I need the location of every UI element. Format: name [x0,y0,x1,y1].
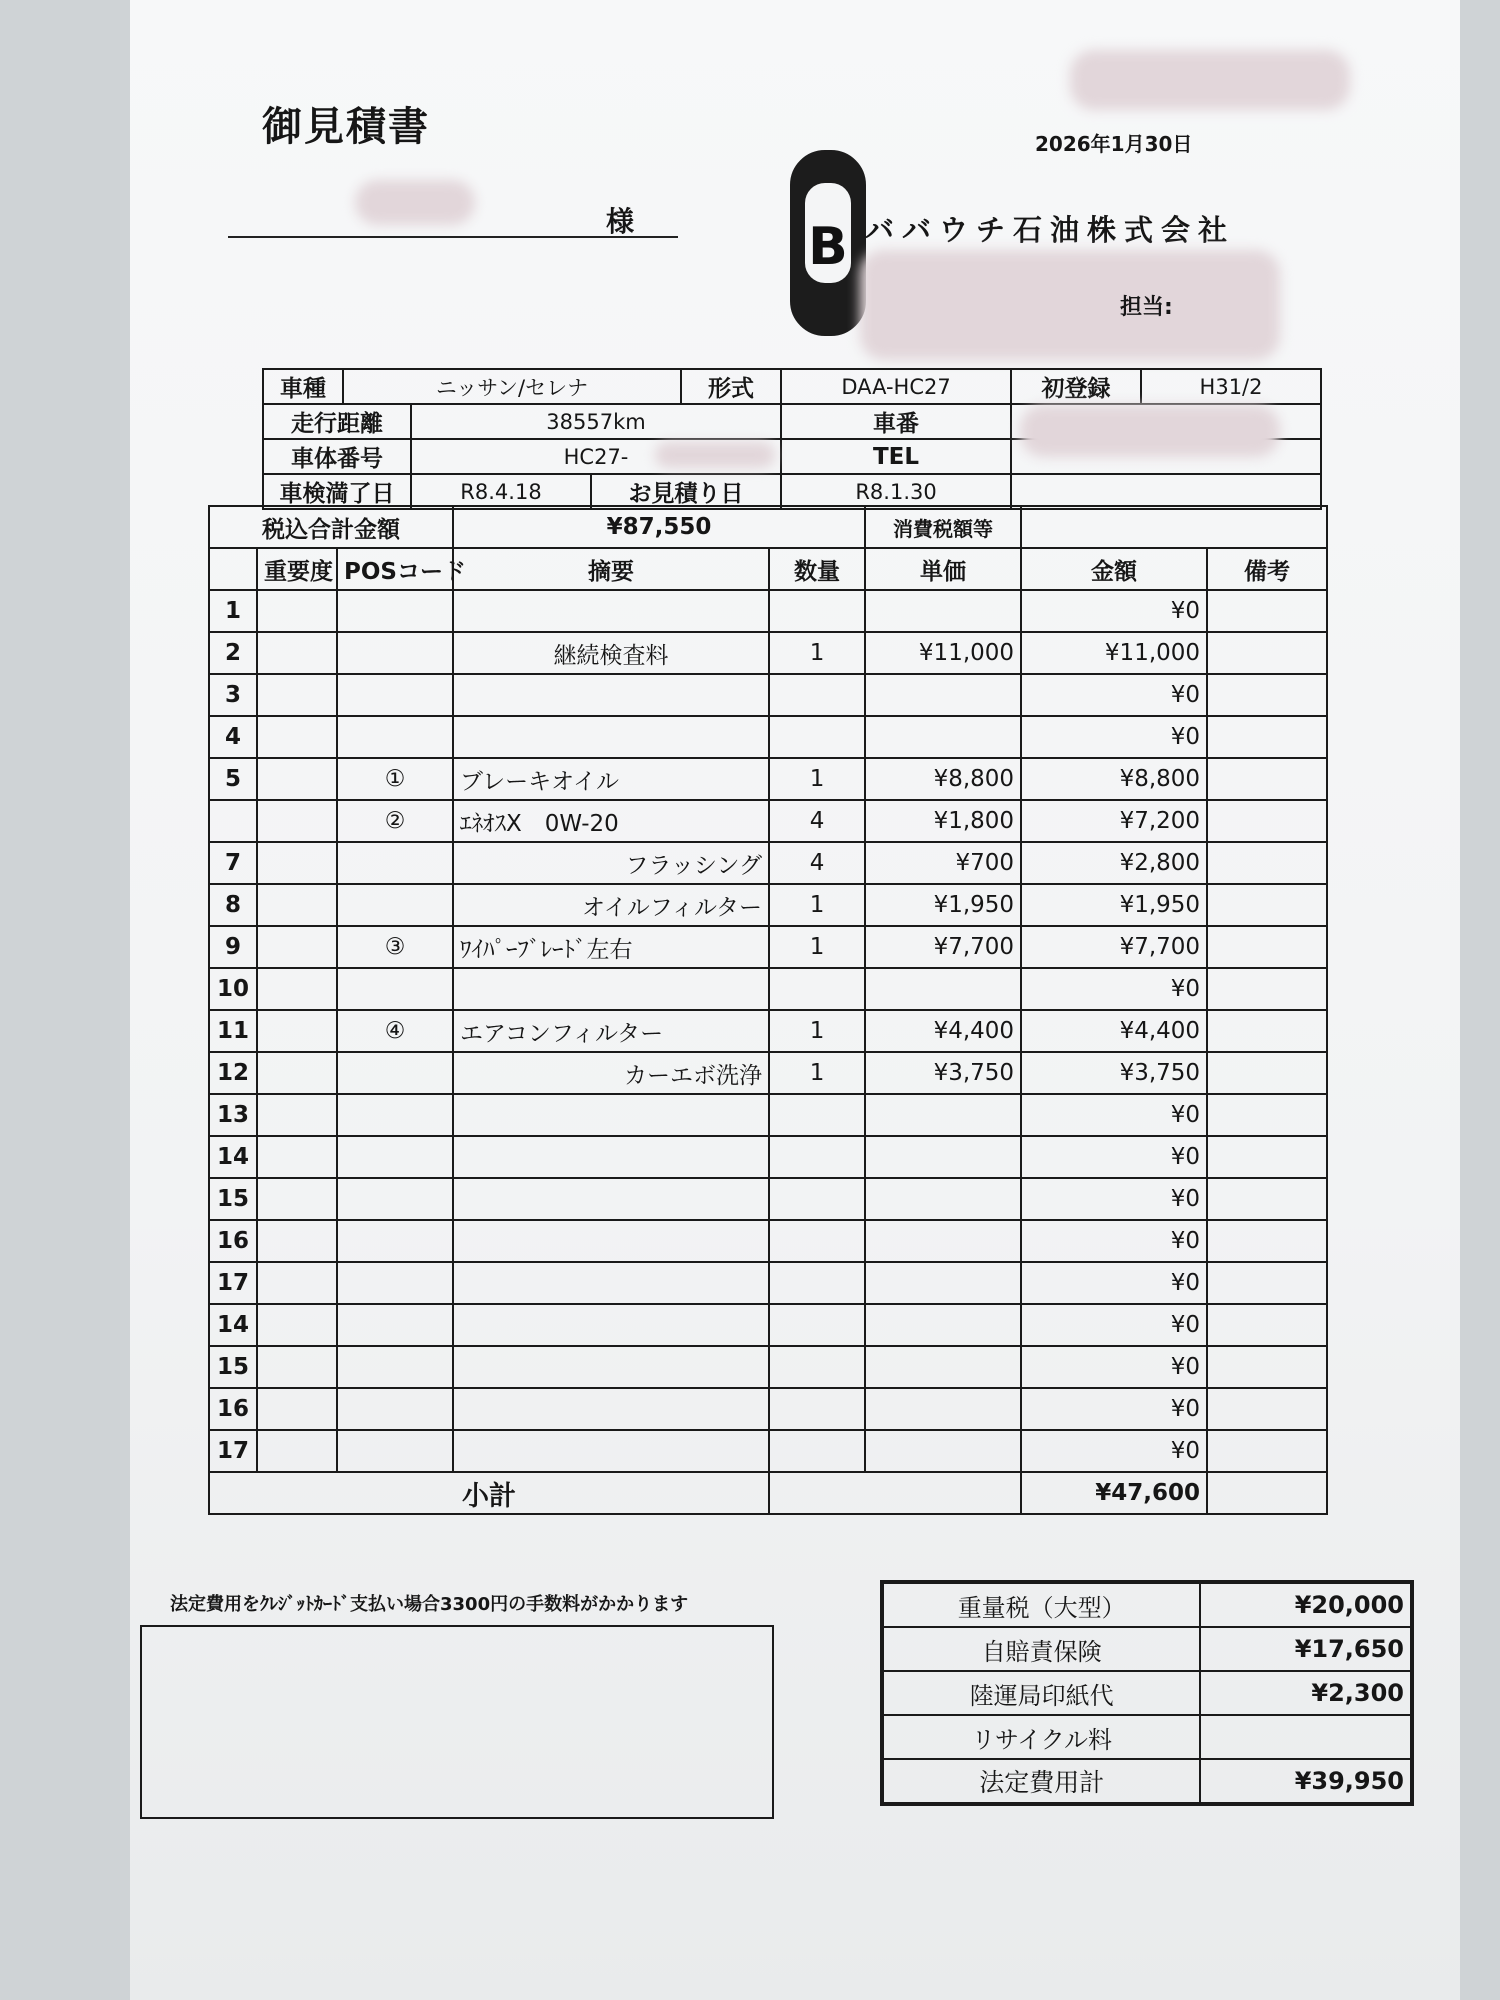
row-importance [257,968,337,1010]
importance-header: 重要度 [257,548,337,590]
row-quantity [769,1262,865,1304]
row-unit-price [865,1430,1021,1472]
row-number: 16 [209,1220,257,1262]
logo-letter: B [808,217,848,277]
tax-amount [1021,506,1327,548]
row-description [453,1346,769,1388]
row-quantity [769,590,865,632]
row-amount: ¥11,000 [1021,632,1207,674]
row-amount: ¥0 [1021,1136,1207,1178]
legal-fee-label: 陸運局印紙代 [882,1671,1200,1715]
row-importance [257,1010,337,1052]
row-number: 9 [209,926,257,968]
row-description [453,1220,769,1262]
row-pos-code [337,842,453,884]
row-pos-code [337,1388,453,1430]
item-row [209,884,1327,926]
company-name: ババウチ石油株式会社 [865,213,1236,247]
row-description [453,1388,769,1430]
row-quantity: 1 [769,758,865,800]
row-amount: ¥0 [1021,968,1207,1010]
row-description [453,590,769,632]
chassis-number: HC27- [411,439,781,474]
item-row [209,758,1327,800]
row-amount: ¥0 [1021,1388,1207,1430]
row-importance [257,1052,337,1094]
row-amount: ¥8,800 [1021,758,1207,800]
row-importance [257,884,337,926]
row-unit-price [865,1388,1021,1430]
row-quantity [769,1220,865,1262]
inspection-expiry: R8.4.18 [411,474,591,509]
row-description [453,1094,769,1136]
row-importance [257,926,337,968]
total-amount: ¥87,550 [453,506,865,548]
staff-label: 担当: [1120,295,1173,320]
row-unit-price [865,1220,1021,1262]
row-quantity: 1 [769,1010,865,1052]
row-number: 14 [209,1136,257,1178]
row-quantity: 4 [769,800,865,842]
item-row [209,1262,1327,1304]
row-amount: ¥7,200 [1021,800,1207,842]
row-pos-code [337,632,453,674]
row-amount: ¥0 [1021,1346,1207,1388]
row-unit-price [865,1094,1021,1136]
row-number: 17 [209,1430,257,1472]
document-title: 御見積書 [262,104,430,150]
estimate-date: R8.1.30 [781,474,1011,509]
row-amount: ¥4,400 [1021,1010,1207,1052]
row-quantity [769,674,865,716]
row-amount: ¥3,750 [1021,1052,1207,1094]
row-number: 12 [209,1052,257,1094]
row-pos-code [337,968,453,1010]
row-description [453,1430,769,1472]
legal-fee-row [882,1671,1412,1715]
quantity-header: 数量 [769,548,865,590]
row-importance [257,1136,337,1178]
row-number: 16 [209,1388,257,1430]
row-number: 15 [209,1346,257,1388]
row-number: 2 [209,632,257,674]
row-amount: ¥0 [1021,590,1207,632]
credit-card-note: 法定費用をｸﾚｼﾞｯﾄｶｰﾄﾞ支払い場合3300円の手数料がかかります [170,1594,689,1615]
row-pos-code [337,1220,453,1262]
row-description: カーエボ洗浄 [453,1052,769,1094]
document-date: 2026年1月30日 [1035,132,1193,156]
plate-number-label: 車番 [781,404,1011,439]
row-amount: ¥0 [1021,716,1207,758]
row-description: フラッシング [453,842,769,884]
row-amount: ¥0 [1021,1178,1207,1220]
row-quantity [769,1430,865,1472]
row-unit-price: ¥7,700 [865,926,1021,968]
legal-fee-label: リサイクル料 [882,1715,1200,1759]
row-unit-price [865,716,1021,758]
row-description [453,1262,769,1304]
row-pos-code [337,716,453,758]
row-importance [257,1094,337,1136]
row-remarks [1207,1052,1327,1094]
row-pos-code: ① [337,758,453,800]
row-amount: ¥1,950 [1021,884,1207,926]
row-pos-code [337,674,453,716]
chassis-number-label: 車体番号 [263,439,411,474]
row-quantity [769,968,865,1010]
customer-honorific: 様 [606,205,635,238]
row-unit-price [865,968,1021,1010]
row-pos-code [337,1304,453,1346]
inspection-expiry-label: 車検満了日 [263,474,411,509]
row-remarks [1207,758,1327,800]
pos-code-header: POSコード [337,548,453,590]
row-pos-code [337,1178,453,1220]
row-number: 3 [209,674,257,716]
row-description: ｴﾈｵｽX 0W-20 [453,800,769,842]
row-unit-price [865,1346,1021,1388]
row-quantity: 1 [769,632,865,674]
row-unit-price [865,1304,1021,1346]
row-unit-price [865,590,1021,632]
estimate-items-table [208,505,1328,1515]
item-row [209,1178,1327,1220]
unit-price-header: 単価 [865,548,1021,590]
row-quantity [769,716,865,758]
row-pos-code: ④ [337,1010,453,1052]
row-importance [257,842,337,884]
row-amount: ¥0 [1021,1262,1207,1304]
row-description: エアコンフィルター [453,1010,769,1052]
legal-fees-table [880,1580,1414,1806]
row-unit-price: ¥700 [865,842,1021,884]
row-description [453,968,769,1010]
row-quantity: 1 [769,1052,865,1094]
row-importance [257,1220,337,1262]
row-description: オイルフィルター [453,884,769,926]
row-quantity [769,1346,865,1388]
row-unit-price [865,1136,1021,1178]
item-row [209,1346,1327,1388]
row-quantity: 4 [769,842,865,884]
row-quantity: 1 [769,884,865,926]
vehicle-model-label: 車種 [263,369,343,404]
row-pos-code [337,1346,453,1388]
row-number: 15 [209,1178,257,1220]
row-pos-code [337,1262,453,1304]
row-amount: ¥0 [1021,1220,1207,1262]
row-number: 4 [209,716,257,758]
row-number: 17 [209,1262,257,1304]
row-unit-price [865,1178,1021,1220]
row-remarks [1207,716,1327,758]
row-number [209,800,257,842]
item-row [209,800,1327,842]
row-quantity [769,1304,865,1346]
legal-fee-amount: ¥20,000 [1200,1582,1412,1627]
tax-label: 消費税額等 [865,506,1021,548]
row-number: 11 [209,1010,257,1052]
row-pos-code [337,1136,453,1178]
row-importance [257,1178,337,1220]
row-pos-code [337,1094,453,1136]
row-pos-code: ② [337,800,453,842]
row-importance [257,1346,337,1388]
row-description: ブレーキオイル [453,758,769,800]
item-row [209,590,1327,632]
row-importance [257,674,337,716]
first-registration-label: 初登録 [1011,369,1141,404]
row-amount: ¥0 [1021,1304,1207,1346]
row-remarks [1207,1010,1327,1052]
legal-fee-amount: ¥2,300 [1200,1671,1412,1715]
row-description: 継続検査料 [453,632,769,674]
subtotal-label: 小計 [209,1472,769,1514]
row-amount: ¥0 [1021,674,1207,716]
row-number: 8 [209,884,257,926]
row-unit-price [865,1262,1021,1304]
row-remarks [1207,1094,1327,1136]
total-amount-label: 税込合計金額 [209,506,453,548]
redacted-company-address [860,250,1280,360]
row-quantity: 1 [769,926,865,968]
item-row [209,968,1327,1010]
item-row [209,716,1327,758]
remarks-header: 備考 [1207,548,1327,590]
row-importance [257,1304,337,1346]
row-quantity [769,1094,865,1136]
row-quantity [769,1136,865,1178]
row-number: 1 [209,590,257,632]
legal-fee-row [882,1582,1412,1627]
item-row [209,1220,1327,1262]
redacted-area [1070,50,1350,110]
item-row [209,1388,1327,1430]
row-unit-price: ¥1,800 [865,800,1021,842]
row-unit-price: ¥4,400 [865,1010,1021,1052]
redacted-customer-name [355,180,475,225]
item-row [209,926,1327,968]
estimate-date-label: お見積り日 [591,474,781,509]
row-importance [257,800,337,842]
row-unit-price [865,674,1021,716]
row-pos-code: ③ [337,926,453,968]
mileage: 38557km [411,404,781,439]
row-remarks [1207,1346,1327,1388]
legal-total-label: 法定費用計 [882,1759,1200,1804]
description-header: 摘要 [453,548,769,590]
legal-fee-amount [1200,1715,1412,1759]
row-pos-code [337,1052,453,1094]
row-importance [257,632,337,674]
row-pos-code [337,590,453,632]
row-remarks [1207,968,1327,1010]
legal-fee-label: 自賠責保険 [882,1627,1200,1671]
company-logo [790,150,866,336]
row-description [453,1304,769,1346]
item-row [209,674,1327,716]
row-remarks [1207,1430,1327,1472]
row-remarks [1207,800,1327,842]
row-remarks [1207,632,1327,674]
amount-header: 金額 [1021,548,1207,590]
row-importance [257,716,337,758]
vehicle-model: ニッサン/セレナ [343,369,681,404]
row-remarks [1207,1136,1327,1178]
row-amount: ¥2,800 [1021,842,1207,884]
row-description: ﾜｲﾊﾟｰﾌﾞﾚｰﾄﾞ左右 [453,926,769,968]
row-description [453,1178,769,1220]
row-amount: ¥0 [1021,1094,1207,1136]
row-remarks [1207,1388,1327,1430]
row-unit-price: ¥11,000 [865,632,1021,674]
item-row [209,1094,1327,1136]
row-importance [257,758,337,800]
vehicle-type-label: 形式 [681,369,781,404]
row-remarks [1207,590,1327,632]
row-remarks [1207,1262,1327,1304]
row-description [453,1136,769,1178]
item-rows [209,590,1327,1472]
subtotal-amount: ¥47,600 [1021,1472,1207,1514]
row-description [453,716,769,758]
item-row [209,1010,1327,1052]
row-amount: ¥0 [1021,1430,1207,1472]
row-importance [257,1262,337,1304]
row-remarks [1207,1220,1327,1262]
legal-fee-rows [882,1582,1412,1759]
row-remarks [1207,884,1327,926]
item-row [209,632,1327,674]
row-number: 7 [209,842,257,884]
item-row [209,1052,1327,1094]
row-number: 5 [209,758,257,800]
first-registration: H31/2 [1141,369,1321,404]
row-unit-price: ¥8,800 [865,758,1021,800]
tel-label: TEL [781,439,1011,474]
item-row [209,1304,1327,1346]
row-number: 14 [209,1304,257,1346]
item-row [209,1430,1327,1472]
legal-total-amount: ¥39,950 [1200,1759,1412,1804]
row-description [453,674,769,716]
legal-fee-row [882,1627,1412,1671]
redacted-plate-tel [1020,405,1280,457]
legal-fee-amount: ¥17,650 [1200,1627,1412,1671]
row-remarks [1207,1304,1327,1346]
item-row [209,842,1327,884]
row-amount: ¥7,700 [1021,926,1207,968]
row-unit-price: ¥3,750 [865,1052,1021,1094]
mileage-label: 走行距離 [263,404,411,439]
row-number: 10 [209,968,257,1010]
row-quantity [769,1178,865,1220]
row-quantity [769,1388,865,1430]
row-remarks [1207,926,1327,968]
row-pos-code [337,884,453,926]
item-row [209,1136,1327,1178]
row-number: 13 [209,1094,257,1136]
row-remarks [1207,842,1327,884]
row-importance [257,590,337,632]
row-importance [257,1388,337,1430]
row-importance [257,1430,337,1472]
legal-fee-row [882,1715,1412,1759]
vehicle-type: DAA-HC27 [781,369,1011,404]
row-pos-code [337,1430,453,1472]
row-remarks [1207,1178,1327,1220]
legal-fee-label: 重量税（大型） [882,1582,1200,1627]
redacted-chassis [655,442,775,468]
memo-box [140,1625,774,1819]
row-unit-price: ¥1,950 [865,884,1021,926]
row-remarks [1207,674,1327,716]
